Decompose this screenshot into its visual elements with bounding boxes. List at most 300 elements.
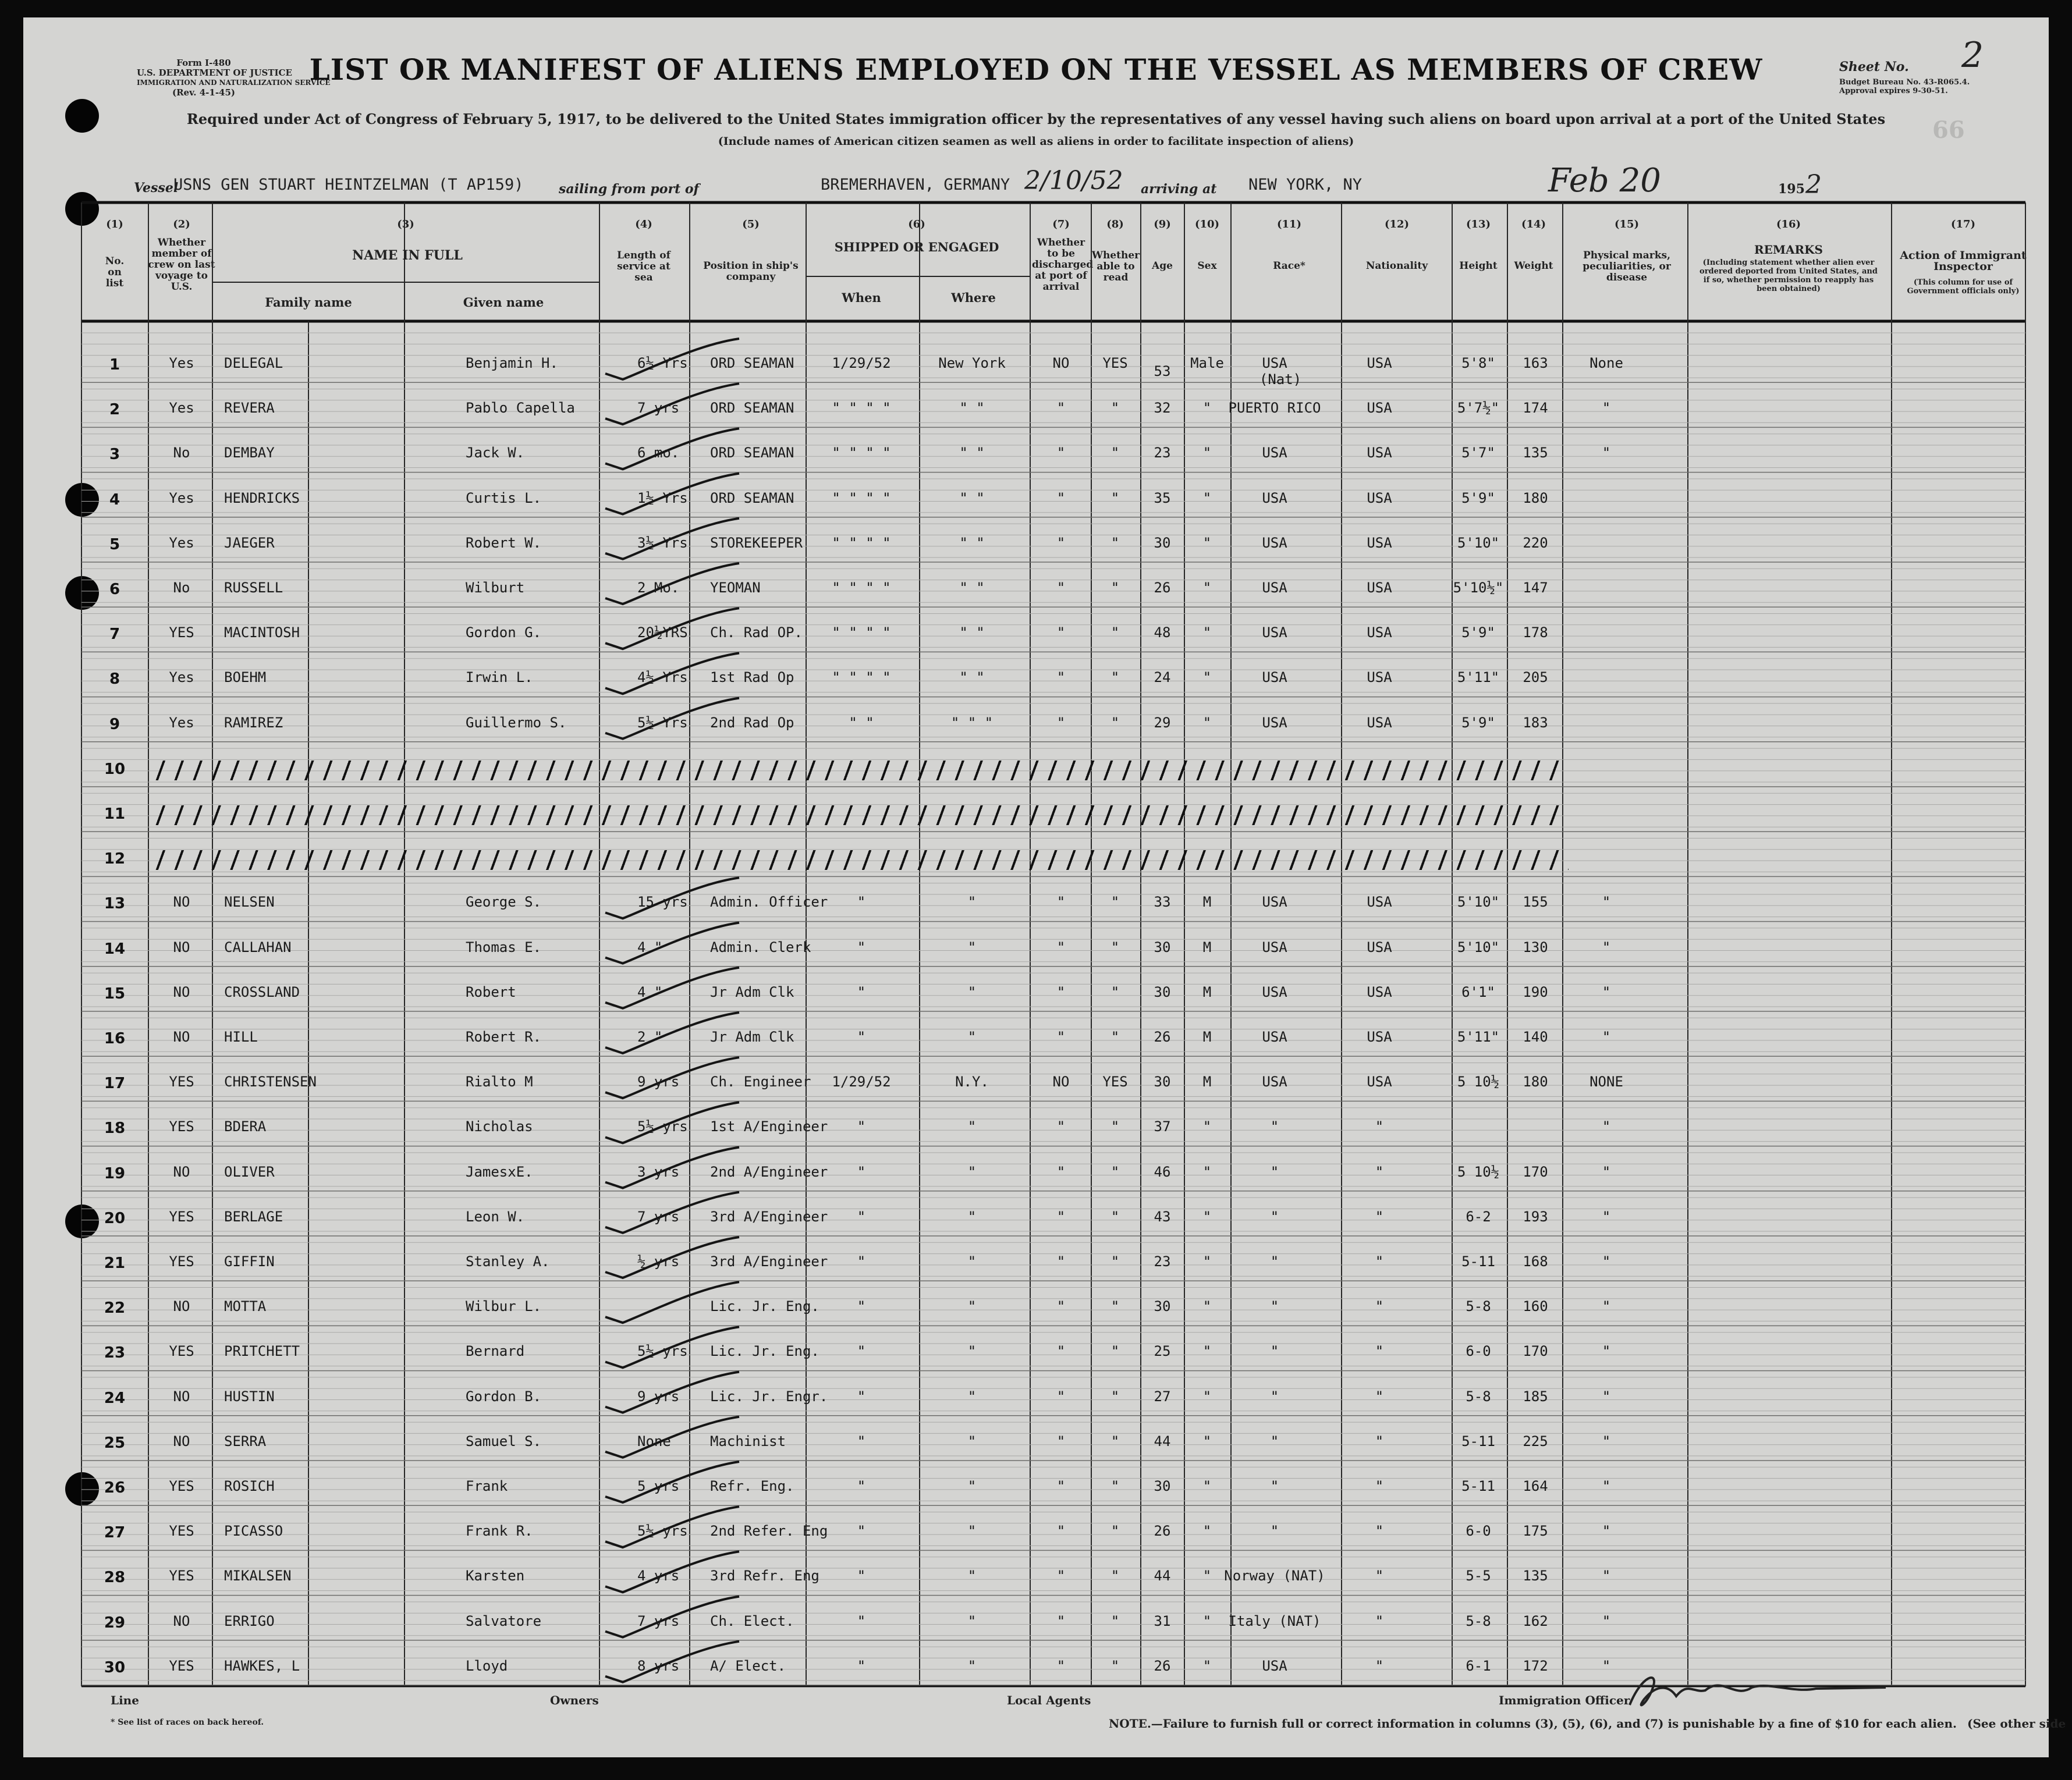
cell-marks: NONE [1590,1074,1623,1090]
cell-marks: " [1602,400,1611,417]
cell-voy: NO [173,1298,190,1315]
cell-nat: USA [1367,580,1392,596]
cell-race: PUERTO RICO [1228,400,1321,417]
cell-where: " [967,1433,977,1449]
cell-weight: 135 [1523,445,1548,461]
cell-age: 27 [1154,1388,1171,1405]
cell-service: 4 " [637,983,663,1000]
cell-where: " [967,1163,977,1180]
cell-where: " " [959,580,985,596]
cell-sex: " [1202,445,1212,461]
when-label: When [842,290,881,305]
col10-label: Sex [1197,260,1217,272]
cell-race: USA [1262,669,1287,686]
cell-when: " [857,1163,866,1180]
cell-given: JamesxE. [466,1163,533,1180]
row-number: 28 [104,1569,126,1587]
cell-race: " [1270,1433,1279,1449]
cell-position: STOREKEEPER [710,534,803,551]
cell-position: 1st A/Engineer [710,1118,828,1135]
cell-when: 1/29/52 [832,355,891,371]
cell-given: Stanley A. [466,1253,550,1270]
cell-age: 37 [1154,1118,1171,1135]
cell-family: REVERA [224,400,275,417]
cell-height: 6-1 [1466,1657,1491,1674]
cell-when: " [857,1523,866,1540]
cell-height: 5'7" [1461,445,1495,461]
cell-race: USA [1262,1029,1287,1045]
cell-read: " [1110,894,1120,911]
cell-disch: " [1056,1029,1066,1045]
cell-voy: No [173,580,190,596]
cell-height: 5-11 [1461,1433,1495,1449]
cell-position: Ch. Elect. [710,1612,794,1629]
cell-weight: 183 [1523,714,1548,731]
cell-weight: 180 [1523,1074,1548,1090]
service-name: IMMIGRATION AND NATURALIZATION SERVICE [137,79,331,87]
cell-sex: " [1202,400,1212,417]
col15-label: Physical marks, peculiarities, or disease [1583,250,1671,283]
cell-read: " [1110,1029,1120,1045]
cell-where: " [967,1029,977,1045]
cell-disch: NO [1052,1074,1070,1090]
cell-read: " [1110,1612,1120,1629]
cell-race: USA [1262,1074,1287,1090]
cell-service: 6½ Yrs [637,355,688,371]
row-number: 2 [109,401,120,419]
cell-disch: NO [1052,355,1070,371]
cell-family: SERRA [224,1433,267,1449]
cell-nat: USA [1367,489,1392,506]
cell-service: 6 mo. [637,445,680,461]
cell-sex: " [1202,1343,1212,1360]
cell-family: GIFFIN [224,1253,275,1270]
cell-height: 6-0 [1466,1343,1491,1360]
cell-disch: " [1056,1612,1066,1629]
cell-read: " [1110,400,1120,417]
cell-race: USA [1262,714,1287,731]
cell-weight: 147 [1523,580,1548,596]
cell-given: Robert [466,983,516,1000]
cell-when: " [857,1657,866,1674]
cell-service: 15 yrs [637,894,688,911]
cell-position: Admin. Clerk [710,939,811,955]
cell-where: " [967,1118,977,1135]
cell-height: 5-11 [1461,1478,1495,1494]
given-name-label: Given name [463,295,544,310]
cell-weight: 220 [1523,534,1548,551]
cell-voy: YES [169,1074,194,1090]
cell-nat: " [1375,1568,1384,1584]
cell-sex: M [1202,1029,1212,1045]
col11-number: (11) [1276,218,1302,230]
cell-age: 26 [1154,1657,1171,1674]
cell-voy: NO [173,1388,190,1405]
cell-when: " [857,894,866,911]
cell-when: " " " " [832,445,891,461]
cell-read: " [1110,669,1120,686]
cell-race: " [1270,1478,1279,1494]
cell-voy: NO [173,983,190,1000]
cell-service: 20½YRS [637,624,688,641]
penalty-note: NOTE.—Failure to furnish full or correct information in columns (3), (5), (6), and (7) is punishable by a fine of $10 for each alien. [1109,1717,1957,1731]
cell-when: " [857,1118,866,1135]
col5-number: (5) [742,218,760,230]
cell-race: " [1270,1253,1279,1270]
cell-voy: NO [173,1163,190,1180]
cell-sex: " [1202,1612,1212,1629]
cell-weight: 130 [1523,939,1548,955]
cell-age: 32 [1154,400,1171,417]
cell-where: " " [959,534,985,551]
cell-read: YES [1102,1074,1128,1090]
cell-read: " [1110,1298,1120,1315]
cell-height: 5 10½ [1457,1074,1500,1090]
cell-voy: No [173,445,190,461]
row-number: 26 [104,1479,126,1497]
cell-service: 9 yrs [637,1074,680,1090]
cell-sex: " [1202,714,1212,731]
cell-age: 53 [1154,363,1171,379]
cell-height: 5'7½" [1457,400,1500,417]
cell-sex: M [1202,1074,1212,1090]
row-number: 1 [109,356,120,374]
cell-family: MIKALSEN [224,1568,292,1584]
cell-family: DELEGAL [224,355,283,371]
cell-sex: " [1202,534,1212,551]
row-number: 5 [109,535,120,553]
cell-voy: YES [169,1523,194,1540]
cell-age: 30 [1154,1074,1171,1090]
cell-height: 5'8" [1461,355,1495,371]
cell-age: 26 [1154,580,1171,596]
cell-sex: " [1202,1657,1212,1674]
form-revision: (Rev. 4-1-45) [172,87,236,98]
cell-marks: " [1602,939,1611,955]
remarks-label: REMARKS [1754,243,1823,257]
arrival-date: Feb 20 [1548,162,1661,200]
cell-weight: 135 [1523,1568,1548,1584]
cell-read: " [1110,1523,1120,1540]
cell-weight: 190 [1523,983,1548,1000]
cell-race: USA [1262,355,1287,371]
cell-sex: " [1202,580,1212,596]
cell-sex: M [1202,939,1212,955]
cell-where: " [967,983,977,1000]
cell-voy: Yes [169,534,194,551]
cell-nat: USA [1367,355,1392,371]
cell-race: USA [1262,534,1287,551]
cell-family: RAMIREZ [224,714,283,731]
cell-where: " [967,1388,977,1405]
cell-given: Wilburt [466,580,525,596]
department-name: U.S. DEPARTMENT OF JUSTICE [137,67,292,78]
row-number: 12 [104,850,126,868]
cell-age: 30 [1154,983,1171,1000]
strike-through-hatching [154,850,1569,870]
row-number: 22 [104,1299,126,1317]
cell-given: Frank R. [466,1523,533,1540]
cell-read: " [1110,445,1120,461]
col1-number: (1) [106,218,123,230]
cell-read: " [1110,983,1120,1000]
cell-when: " [857,983,866,1000]
manifest-sheet [23,17,2066,1757]
cell-sex: " [1202,489,1212,506]
cell-disch: " [1056,939,1066,955]
cell-position: ORD SEAMAN [710,355,794,371]
cell-weight: 225 [1523,1433,1548,1449]
cell-read: " [1110,1388,1120,1405]
cell-voy: NO [173,1433,190,1449]
cell-read: " [1110,714,1120,731]
row-number: 14 [104,940,126,958]
row-number: 16 [104,1030,126,1047]
cell-sex: " [1202,669,1212,686]
cell-family: PICASSO [224,1523,283,1540]
cell-when: " [857,1478,866,1494]
cell-family: BDERA [224,1118,267,1135]
cell-given: Robert W. [466,534,542,551]
cell-sex: " [1202,1208,1212,1225]
cell-marks: " [1602,983,1611,1000]
cell-voy: YES [169,1478,194,1494]
where-label: Where [951,290,996,305]
cell-where: " [967,1478,977,1494]
col9-number: (9) [1154,218,1171,230]
arrival-port: NEW YORK, NY [1248,176,1363,194]
cell-sex: M [1202,983,1212,1000]
page-title: LIST OR MANIFEST OF ALIENS EMPLOYED ON THE VESSEL AS MEMBERS OF CREW [309,52,1763,87]
row-number: 7 [109,626,120,644]
cell-position: 2nd Refer. Eng [710,1523,828,1540]
cell-weight: 178 [1523,624,1548,641]
cell-where: " [967,939,977,955]
cell-voy: NO [173,894,190,911]
cell-family: HILL [224,1029,258,1045]
cell-nat: USA [1367,1074,1392,1090]
cell-marks: " [1602,894,1611,911]
cell-position: Refr. Eng. [710,1478,794,1494]
cell-race: USA [1262,445,1287,461]
col4-label: Length of service at sea [617,250,670,283]
cell-marks: " [1602,1163,1611,1180]
cell-weight: 140 [1523,1029,1548,1045]
cell-marks: " [1602,1343,1611,1360]
cell-service: 8 yrs [637,1657,680,1674]
cell-height: 5-5 [1466,1568,1491,1584]
col8-label: Whether able to read [1091,250,1140,283]
cell-weight: 174 [1523,400,1548,417]
col13-number: (13) [1466,218,1491,230]
cell-marks: " [1602,1568,1611,1584]
cell-disch: " [1056,1298,1066,1315]
col4-number: (4) [635,218,652,230]
cell-where: " " " [950,714,994,731]
name-in-full-label: NAME IN FULL [352,248,463,263]
see-other-side: (See other side [1967,1717,2066,1731]
cell-height: 5-8 [1466,1612,1491,1629]
cell-race: " [1270,1298,1279,1315]
cell-position: 3rd A/Engineer [710,1208,828,1225]
strike-through-hatching [154,761,1563,780]
col6-number: (6) [908,218,925,230]
cell-read: " [1110,624,1120,641]
year-prefix: 195 [1778,182,1805,197]
cell-voy: NO [173,939,190,955]
cell-family: HUSTIN [224,1388,275,1405]
cell-service: 5 yrs [637,1478,680,1494]
cell-marks: " [1602,1253,1611,1270]
cell-voy: Yes [169,400,194,417]
row-number: 3 [109,446,120,464]
vessel-label: Vessel [134,180,179,196]
col15-number: (15) [1614,218,1640,230]
col14-label: Weight [1514,260,1553,272]
row-number: 24 [104,1389,126,1407]
cell-when: " [857,939,866,955]
cell-age: 30 [1154,1478,1171,1494]
cell-service: 7 yrs [637,1208,680,1225]
cell-race: " [1270,1343,1279,1360]
cell-voy: YES [169,1208,194,1225]
cell-height: 5'9" [1461,624,1495,641]
cell-given: Gordon B. [466,1388,542,1405]
cell-weight: 175 [1523,1523,1548,1540]
cell-family: OLIVER [224,1163,275,1180]
col7-number: (7) [1052,218,1070,230]
cell-race: USA [1262,489,1287,506]
cell-read: " [1110,1163,1120,1180]
cell-read: " [1110,1433,1120,1449]
col9-label: Age [1152,260,1173,272]
cell-weight: 193 [1523,1208,1548,1225]
cell-family: ERRIGO [224,1612,275,1629]
cell-service: 4 yrs [637,1568,680,1584]
cell-position: 2nd A/Engineer [710,1163,828,1180]
shipped-engaged-label: SHIPPED OR ENGAGED [834,240,999,254]
cell-when: " " " " [832,624,891,641]
col12-label: Nationality [1365,260,1428,272]
cell-position: A/ Elect. [710,1657,786,1674]
cell-nat: " [1375,1433,1384,1449]
cell-when: " " " " [832,400,891,417]
sailing-date: 2/10/52 [1024,166,1123,196]
cell-disch: " [1056,1478,1066,1494]
cell-nat: " [1375,1118,1384,1135]
cell-disch: " [1056,1523,1066,1540]
cell-marks: None [1590,355,1623,371]
cell-given: Rialto M [466,1074,533,1090]
cell-where: New York [938,355,1006,371]
cell-given: Jack W. [466,445,525,461]
cell-family: DEMBAY [224,445,275,461]
cell-disch: " [1056,1657,1066,1674]
vessel-name: USNS GEN STUART HEINTZELMAN (T AP159) [173,176,524,194]
cell-nat: " [1375,1523,1384,1540]
cell-family: ROSICH [224,1478,275,1494]
cell-nat: USA [1367,534,1392,551]
cell-position: Jr Adm Clk [710,983,794,1000]
cell-read: " [1110,939,1120,955]
cell-family: BERLAGE [224,1208,283,1225]
cell-family: MACINTOSH [224,624,300,641]
cell-when: " [857,1568,866,1584]
cell-voy: YES [169,1568,194,1584]
cell-service: 3 yrs [637,1163,680,1180]
cell-age: 30 [1154,534,1171,551]
col13-label: Height [1459,260,1498,272]
cell-nat: " [1375,1253,1384,1270]
approval-expiry: Approval expires 9-30-51. [1839,87,1948,95]
cell-given: Nicholas [466,1118,533,1135]
cell-position: ORD SEAMAN [710,400,794,417]
cell-position: 1st Rad Op [710,669,794,686]
row-number: 25 [104,1434,126,1452]
col2-label: Whether member of crew on last voyage to U.S. [148,237,215,293]
cell-disch: " [1056,1253,1066,1270]
cell-given: Robert R. [466,1029,542,1045]
footer-agents-label: Local Agents [1007,1693,1091,1707]
row-number: 19 [104,1164,126,1182]
cell-weight: 155 [1523,894,1548,911]
cell-read: " [1110,580,1120,596]
cell-nat: " [1375,1612,1384,1629]
cell-read: " [1110,489,1120,506]
cell-height: 6'1" [1461,983,1495,1000]
cell-when: " " " " [832,534,891,551]
cell-disch: " [1056,580,1066,596]
row-number: 6 [109,581,120,598]
cell-where: " [967,1208,977,1225]
cell-marks: " [1602,1298,1611,1315]
cell-given: Lloyd [466,1657,508,1674]
cell-weight: 162 [1523,1612,1548,1629]
cell-where: " [967,1612,977,1629]
cell-when: " [857,1298,866,1315]
cell-marks: " [1602,1029,1611,1045]
row-number: 17 [104,1075,126,1093]
sheet-number: 2 [1961,35,1984,76]
cell-read: " [1110,1343,1120,1360]
footer-line-label: Line [111,1693,139,1707]
cell-position: Lic. Jr. Eng. [710,1343,819,1360]
cell-sex: M [1202,894,1212,911]
row-number: 27 [104,1524,126,1542]
cell-where: " [967,1343,977,1360]
cell-service: 5½ Yrs [637,714,688,731]
cell-service: 2 Mo. [637,580,680,596]
cell-read: " [1110,1568,1120,1584]
cell-read: " [1110,1253,1120,1270]
cell-disch: " [1056,1568,1066,1584]
cell-age: 24 [1154,669,1171,686]
cell-race: USA [1262,894,1287,911]
cell-weight: 172 [1523,1657,1548,1674]
cell-position: 3rd Refr. Eng [710,1568,819,1584]
cell-height: 5-11 [1461,1253,1495,1270]
cell-age: 44 [1154,1433,1171,1449]
budget-number: Budget Bureau No. 43-R065.4. [1839,78,1970,87]
cell-disch: " [1056,534,1066,551]
cell-where: " " [959,669,985,686]
cell-height: 5 10½ [1457,1163,1500,1180]
cell-weight: 205 [1523,669,1548,686]
cell-disch: " [1056,400,1066,417]
cell-nat: USA [1367,624,1392,641]
cell-when: " [857,1433,866,1449]
cell-position: Machinist [710,1433,786,1449]
